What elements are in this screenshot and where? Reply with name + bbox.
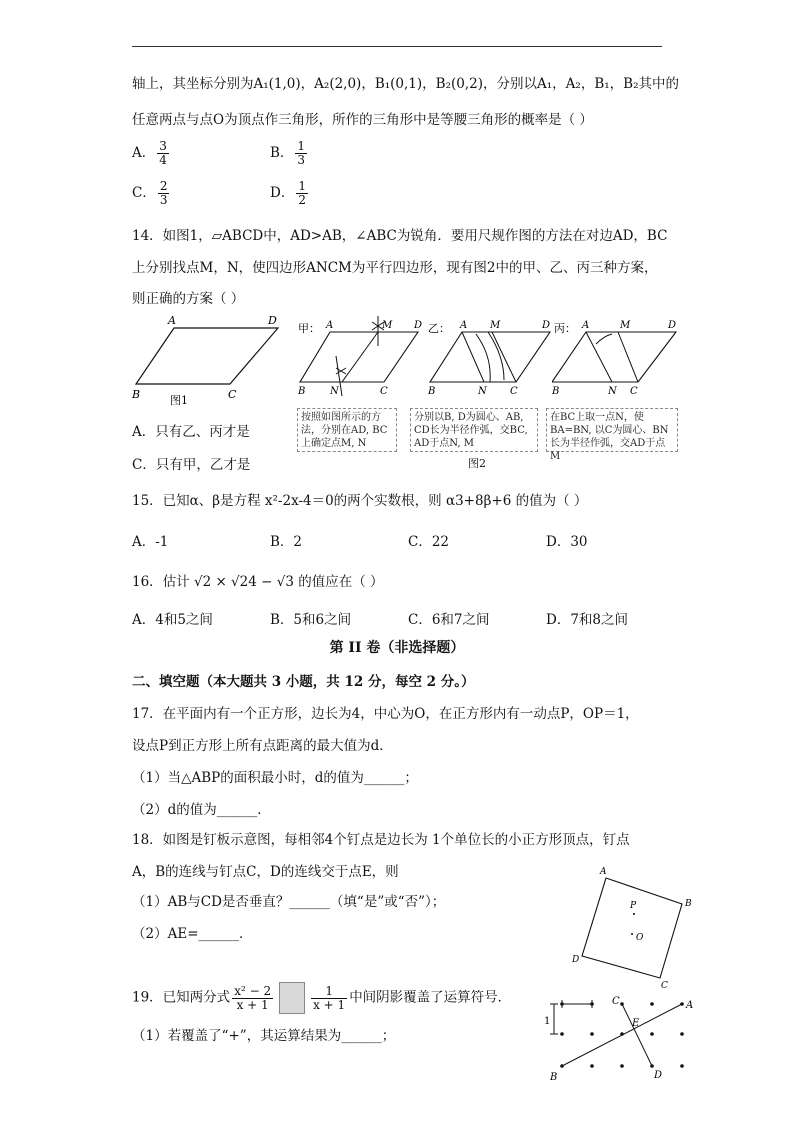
svg-text:B: B: [298, 386, 306, 397]
svg-text:C: C: [612, 996, 620, 1007]
q16-option-b[interactable]: B．5和6之间: [270, 612, 352, 628]
q18-line2: A，B的连线与钉点C，D的连线交于点E，则: [132, 864, 399, 880]
section-heading: 二、填空题（本大题共 3 小题，共 12 分，每空 2 分。）: [132, 674, 475, 690]
q14-option-a[interactable]: A．只有乙、丙才是: [132, 424, 250, 440]
section-title: 第 II 卷（非选择题）: [329, 640, 465, 656]
fraction-2: $\frac{1}{x + 1}$: [313, 983, 346, 1012]
svg-text:乙：: 乙：: [428, 322, 450, 335]
q15-text: 15．已知α、β是方程 x²-2x-4＝0的两个实数根，则 α3+8β+6 的值为（ ）: [132, 493, 588, 509]
hidden-operator-box: [279, 982, 305, 1014]
q13-option-a[interactable]: A． $\frac{3}{4}$: [132, 139, 167, 167]
q14-line3: 则正确的方案（ ）: [132, 291, 245, 307]
svg-text:A: A: [168, 314, 176, 327]
header-rule: [132, 46, 662, 47]
q15-option-c[interactable]: C．22: [408, 534, 450, 550]
q16-option-c[interactable]: C．6和7之间: [408, 612, 490, 628]
q14-line2: 上分别找点M，N，使四边形ANCM为平行四边形，现有图2中的甲、乙、丙三种方案，: [132, 260, 658, 276]
q14-option-c[interactable]: C．只有甲，乙才是: [132, 457, 251, 473]
svg-text:D: D: [414, 320, 423, 331]
q19-line: 19．已知两分式 $\frac{\text{x² − 2}}{x + 1}$ $\frac{1}{x + 1}$ 中间阴影覆盖了运算符号．: [132, 982, 511, 1014]
svg-text:A: A: [582, 320, 590, 331]
svg-text:D: D: [268, 314, 277, 327]
q19-sub1: （1）若覆盖了“+”，其运算结果为______；: [132, 1028, 396, 1044]
svg-text:1: 1: [544, 1016, 551, 1027]
svg-text:O: O: [636, 933, 644, 943]
svg-text:A: A: [460, 320, 468, 331]
figure1-parallelogram: [130, 312, 290, 407]
svg-text:M: M: [382, 320, 393, 331]
figure-pegboard: [540, 990, 700, 1084]
q17-line1: 17．在平面内有一个正方形，边长为4，中心为O，在正方形内有一动点P，OP＝1，: [132, 706, 639, 722]
q17-sub2: （2）d的值为______．: [132, 802, 271, 818]
q15-option-a[interactable]: A．-1: [132, 534, 169, 550]
svg-text:B: B: [428, 386, 436, 397]
q16-option-d[interactable]: D．7和8之间: [546, 612, 629, 628]
fraction: $\frac{2}{3}$: [159, 179, 168, 207]
svg-text:C: C: [630, 386, 638, 397]
box-bing: 在BC上取一点N，使BA=BN, 以C为圆心、BN长为半径作弧，交AD于点M: [546, 408, 678, 452]
svg-text:M: M: [620, 320, 631, 331]
q18-sub2: （2）AE=______．: [132, 926, 253, 942]
svg-text:D: D: [654, 1070, 663, 1081]
svg-text:B: B: [552, 386, 560, 397]
box-yi: 分别以B, D为圆心、AB, CD长为半径作弧，交BC, AD于点N, M: [410, 408, 538, 452]
figure2-jia: [296, 316, 426, 400]
svg-text:C: C: [510, 386, 518, 397]
svg-text:C: C: [228, 388, 237, 401]
q16-text: 16．估计 √2 × √24 − √3 的值应在（ ）: [132, 574, 384, 590]
svg-text:A: A: [686, 1000, 694, 1011]
svg-text:N: N: [330, 386, 339, 397]
q18-line1: 18．如图是钉板示意图，每相邻4个钉点是边长为 1个单位长的小正方形顶点，钉点: [132, 832, 630, 848]
fraction: $\frac{3}{4}$: [159, 139, 167, 167]
svg-text:D: D: [572, 955, 580, 965]
svg-text:B: B: [132, 388, 141, 401]
svg-text:甲：: 甲：: [298, 322, 320, 335]
svg-text:M: M: [490, 320, 501, 331]
q13-line1: 轴上，其坐标分别为A₁(1,0)，A₂(2,0)，B₁(0,1)，B₂(0,2)，分别以A₁，A₂，B₁，B₂其中的: [132, 76, 679, 92]
svg-text:C: C: [661, 981, 668, 990]
svg-text:N: N: [478, 386, 487, 397]
fraction: $\frac{1}{2}$: [298, 179, 306, 207]
q13-option-c[interactable]: C． $\frac{2}{3}$: [132, 179, 168, 207]
figure2-yi: [426, 316, 556, 400]
svg-text:图1: 图1: [170, 394, 188, 407]
fraction: $\frac{1}{3}$: [297, 139, 306, 167]
svg-text:E: E: [632, 1018, 640, 1029]
fraction-1: $\frac{\text{x² − 2}}{x + 1}$: [234, 983, 272, 1012]
figure-rotated-square: [568, 862, 698, 990]
q13-option-d[interactable]: D． $\frac{1}{2}$: [270, 179, 306, 207]
svg-text:B: B: [685, 899, 692, 909]
svg-text:B: B: [550, 1072, 558, 1083]
svg-text:D: D: [668, 320, 677, 331]
svg-text:丙：: 丙：: [554, 322, 576, 335]
q14-line1: 14．如图1，▱ABCD中，AD>AB，∠ABC为锐角．要用尺规作图的方法在对边AD，BC: [132, 228, 668, 244]
q15-option-b[interactable]: B．2: [270, 534, 303, 550]
q18-sub1: （1）AB与CD是否垂直？______（填“是”或“否”）；: [132, 894, 446, 910]
svg-text:C: C: [380, 386, 388, 397]
q16-option-a[interactable]: A．4和5之间: [132, 612, 213, 628]
q15-option-d[interactable]: D．30: [546, 534, 588, 550]
q17-line2: 设点P到正方形上所有点距离的最大值为d．: [132, 738, 393, 754]
q17-sub1: （1）当△ABP的面积最小时，d的值为______；: [132, 770, 418, 786]
svg-text:A: A: [326, 320, 334, 331]
q13-line2: 任意两点与点O为顶点作三角形，所作的三角形中是等腰三角形的概率是（ ）: [132, 112, 593, 128]
svg-text:P: P: [630, 901, 637, 911]
figure2-bing: [552, 316, 684, 400]
svg-text:N: N: [608, 386, 617, 397]
box-jia: 按照如图所示的方法，分别在AD, BC上确定点M, N: [297, 408, 397, 452]
svg-text:D: D: [542, 320, 551, 331]
figure2-label: 图2: [468, 457, 486, 470]
q13-option-b[interactable]: B． $\frac{1}{3}$: [270, 139, 306, 167]
svg-text:A: A: [600, 867, 607, 877]
